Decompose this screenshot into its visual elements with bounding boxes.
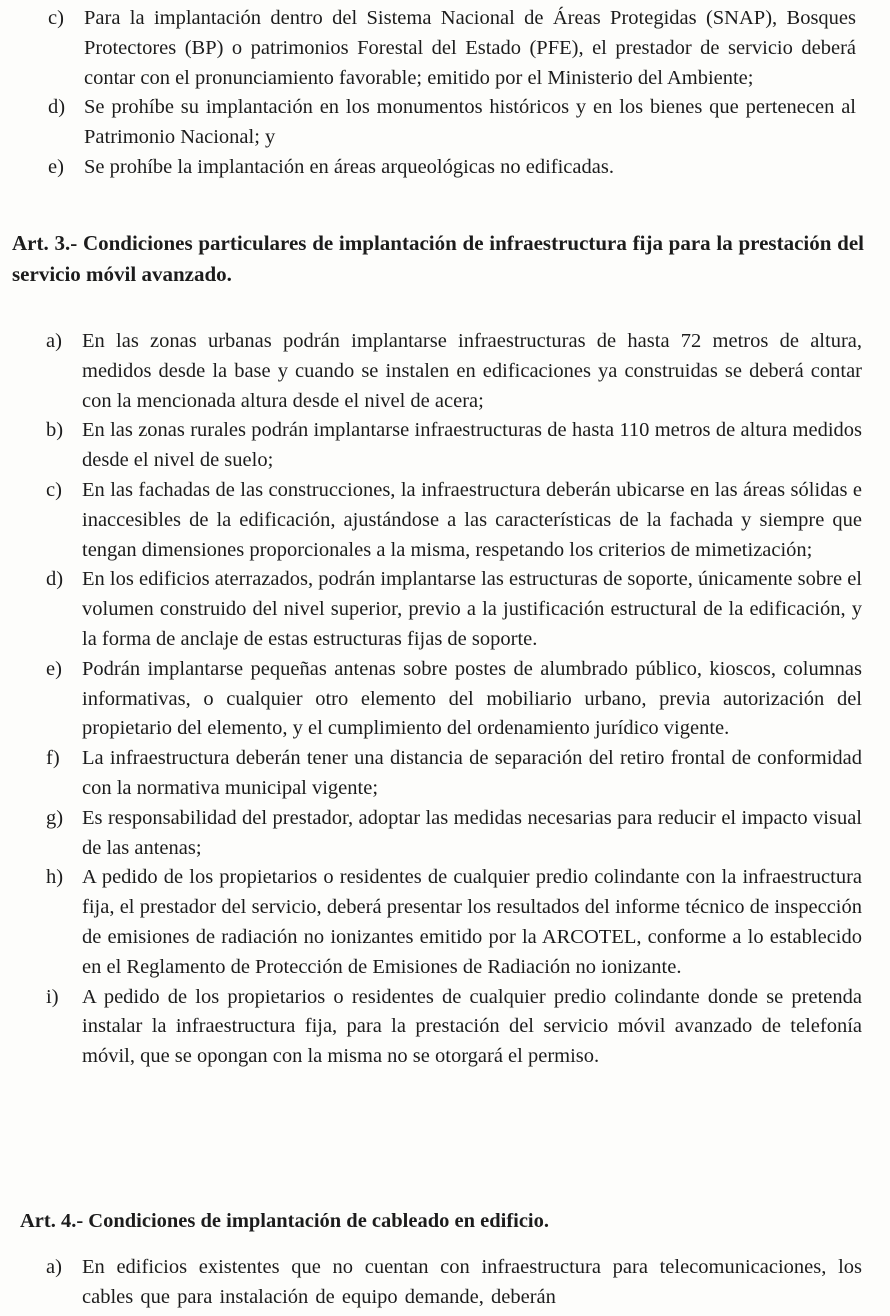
list-item — [46, 983, 862, 1072]
list-item-text: En las zonas urbanas podrán implantarse infraestructuras de hasta 72 metros de altura, medidos desde la base y cuando se instalen en edificaciones ya construidas se deberá contar con la mencionada altura desde el nivel de acera; — [82, 330, 862, 412]
list-marker: i) — [46, 985, 59, 1008]
list-item — [46, 565, 862, 654]
list-item — [48, 93, 856, 153]
list-item-text: A pedido de los propietarios o residentes de cualquier predio colindante donde se pretenda instalar la infraestructura fija, para la prestación del servicio móvil avanzado de telefonía móvil, que se opongan con la misma no se otorgará el permiso. — [82, 985, 862, 1068]
list-item — [46, 863, 862, 982]
list-item — [48, 4, 856, 93]
list-item — [46, 416, 862, 476]
list-marker: d) — [46, 568, 64, 591]
list-marker: e) — [46, 657, 62, 680]
list-item-text: Es responsabilidad del prestador, adoptar las medidas necesarias para reducir el impacto visual de las antenas; — [82, 806, 862, 859]
list-marker: c) — [46, 478, 62, 501]
list-item — [48, 153, 856, 183]
article-4-list — [46, 1253, 862, 1313]
list-marker: a) — [46, 1256, 62, 1278]
list-marker: c) — [48, 7, 64, 29]
list-marker: b) — [46, 419, 64, 442]
list-item-text: Para la implantación dentro del Sistema Nacional de Áreas Protegidas (SNAP), Bosques Protectores (BP) o patrimonios Forestal del Estado (PFE), el prestador de servicio deberá contar con el pronunciamiento favorable; emitido por el Ministerio del Ambiente; — [84, 7, 856, 89]
list-item-text: Se prohíbe la implantación en áreas arqueológicas no edificadas. — [84, 155, 614, 178]
list-item — [46, 655, 862, 744]
list-item-text: En las fachadas de las construcciones, la infraestructura deberán ubicarse en las áreas sólidas e inaccesibles de la edificación, ajustándose a las características de la fachada y siempre que tengan dimensiones proporcionales a la misma, respetando los criterios de mimetización; — [82, 478, 862, 561]
list-item-text: Podrán implantarse pequeñas antenas sobre postes de alumbrado público, kioscos, columnas informativas, o cualquier otro elemento del mobiliario urbano, previa autorización del propietario del elemento, y el cumplimiento del ordenamiento jurídico vigente. — [82, 657, 862, 740]
list-marker: g) — [46, 806, 64, 829]
article-3-list — [46, 327, 862, 1072]
list-marker: e) — [48, 155, 64, 178]
article-4-heading: Art. 4.- Condiciones de implantación de cableado en edificio. — [20, 1210, 550, 1232]
list-marker: a) — [46, 330, 62, 352]
list-item — [46, 1253, 862, 1313]
list-item-text: En los edificios aterrazados, podrán implantarse las estructuras de soporte, únicamente sobre el volumen construido del nivel superior, previo a la justificación estructural de la edificación, y la forma de anclaje de estas estructuras fijas de soporte. — [82, 568, 862, 650]
list-item — [46, 744, 862, 804]
list-item-text: La infraestructura deberán tener una distancia de separación del retiro frontal de conformidad con la normativa municipal vigente; — [82, 747, 862, 799]
list-item-text: Se prohíbe su implantación en los monumentos históricos y en los bienes que pertenecen al Patrimonio Nacional; y — [84, 96, 856, 149]
list-item-text: En edificios existentes que no cuentan con infraestructura para telecomunicaciones, los cables que para instalación de equipo demande, deberán — [82, 1256, 862, 1308]
list-item-text: En las zonas rurales podrán implantarse infraestructuras de hasta 110 metros de altura medidos desde el nivel de suelo; — [82, 419, 862, 472]
article-3-heading: Art. 3.- Condiciones particulares de implantación de infraestructura fija para la prestación del servicio móvil avanzado. — [12, 231, 864, 286]
list-item — [46, 476, 862, 565]
list-item-text: A pedido de los propietarios o residentes de cualquier predio colindante con la infraestructura fija, el prestador del servicio, deberá presentar los resultados del informe técnico de inspección de emisiones de radiación no ionizantes emitido por la ARCOTEL, conforme a lo establecido en el Reglamento de Protección de Emisiones de Radiación no ionizante. — [82, 866, 862, 978]
list-item — [46, 804, 862, 864]
list-item — [46, 327, 862, 416]
list-marker: d) — [48, 96, 66, 119]
list-marker: f) — [46, 747, 60, 770]
list-marker: h) — [46, 866, 64, 889]
top-list — [48, 4, 856, 183]
